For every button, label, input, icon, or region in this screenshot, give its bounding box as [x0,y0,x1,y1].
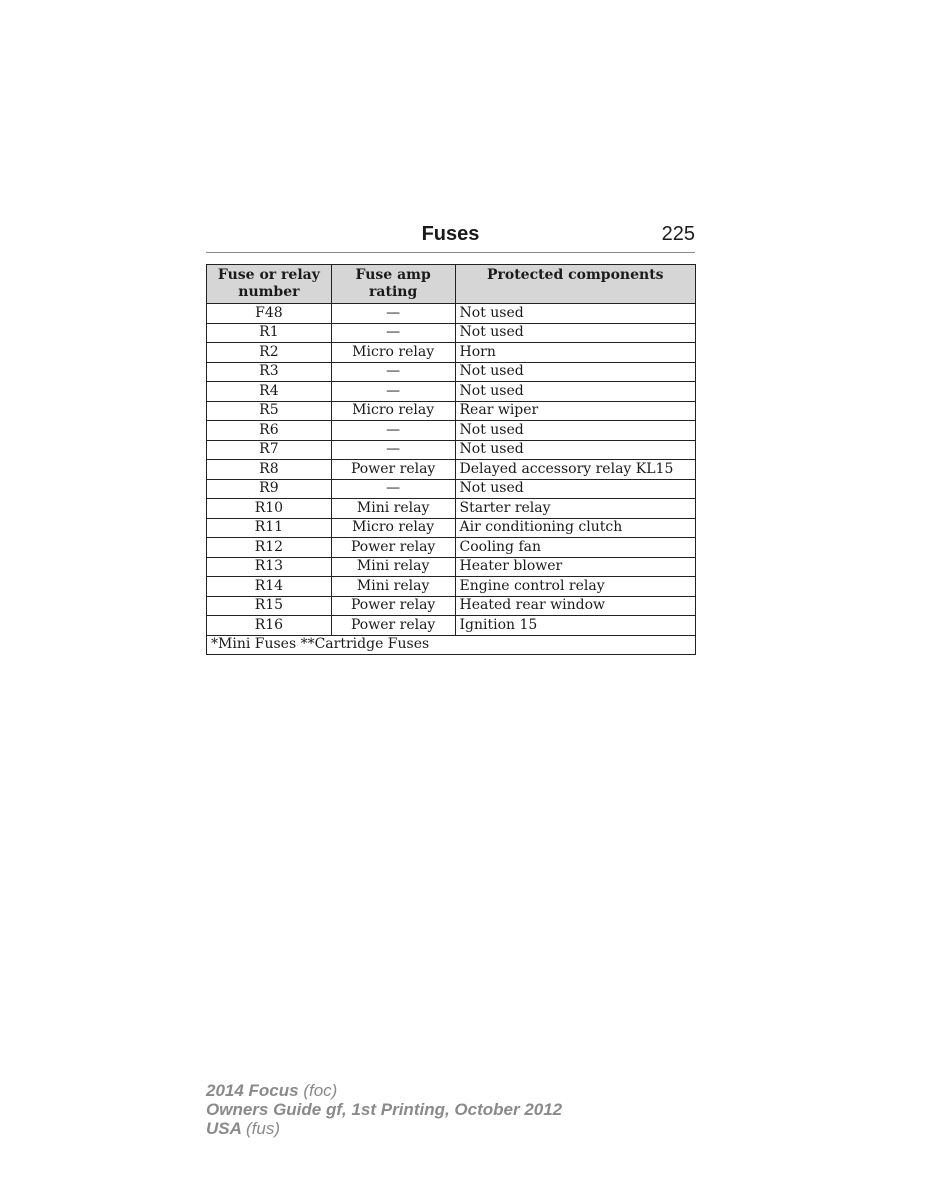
table-row [207,596,696,616]
protected-component-cell: Not used [455,304,695,324]
amp-rating-cell: — [331,362,455,382]
protected-component-cell: Starter relay [455,499,695,519]
table-footnote-row [207,635,696,655]
fuse-number-cell: R15 [207,596,332,616]
fuse-number-cell: F48 [207,304,332,324]
protected-component-cell: Cooling fan [455,538,695,558]
fuse-number-cell: R16 [207,616,332,636]
fuse-number-cell: R10 [207,499,332,519]
amp-rating-cell: — [331,323,455,343]
protected-component-cell: Not used [455,479,695,499]
table-row [207,323,696,343]
table-row [207,538,696,558]
protected-component-cell: Heater blower [455,557,695,577]
fuse-number-cell: R12 [207,538,332,558]
amp-rating-cell: Mini relay [331,577,455,597]
amp-rating-cell: — [331,421,455,441]
protected-component-cell: Engine control relay [455,577,695,597]
protected-component-cell: Heated rear window [455,596,695,616]
table-row [207,401,696,421]
protected-component-cell: Horn [455,343,695,363]
amp-rating-cell: Power relay [331,460,455,480]
amp-rating-cell: Power relay [331,538,455,558]
fuse-table [206,264,696,655]
table-row [207,362,696,382]
column-header-amp-rating: Fuse amp rating [331,265,455,304]
fuse-number-cell: R6 [207,421,332,441]
footer-market: USA [206,1119,242,1138]
table-row [207,616,696,636]
table-row [207,557,696,577]
amp-rating-cell: Mini relay [331,557,455,577]
table-header-row [207,265,696,304]
protected-component-cell: Ignition 15 [455,616,695,636]
protected-component-cell: Rear wiper [455,401,695,421]
footer-line-model [206,1081,562,1100]
fuse-number-cell: R2 [207,343,332,363]
fuse-number-cell: R13 [207,557,332,577]
protected-component-cell: Not used [455,382,695,402]
protected-component-cell: Not used [455,440,695,460]
table-row [207,382,696,402]
page-header [206,222,695,253]
amp-rating-cell: — [331,440,455,460]
table-row [207,460,696,480]
table-row [207,479,696,499]
amp-rating-cell: Micro relay [331,343,455,363]
amp-rating-cell: Power relay [331,616,455,636]
protected-component-cell: Not used [455,323,695,343]
amp-rating-cell: Power relay [331,596,455,616]
table-row [207,577,696,597]
amp-rating-cell: — [331,304,455,324]
fuse-number-cell: R11 [207,518,332,538]
table-row [207,518,696,538]
table-row [207,499,696,519]
protected-component-cell: Not used [455,421,695,441]
fuse-number-cell: R8 [207,460,332,480]
table-row [207,304,696,324]
table-row [207,440,696,460]
protected-component-cell: Air conditioning clutch [455,518,695,538]
footer-line-market [206,1119,562,1138]
fuse-number-cell: R1 [207,323,332,343]
amp-rating-cell: Micro relay [331,518,455,538]
footer-market-code: (fus) [246,1119,280,1138]
protected-component-cell: Delayed accessory relay KL15 [455,460,695,480]
page-footer [206,1081,562,1138]
page-number: 225 [661,223,695,245]
table-row [207,343,696,363]
amp-rating-cell: Micro relay [331,401,455,421]
fuse-number-cell: R7 [207,440,332,460]
amp-rating-cell: Mini relay [331,499,455,519]
footer-model-code: (foc) [303,1081,338,1100]
fuse-number-cell: R9 [207,479,332,499]
fuse-number-cell: R3 [207,362,332,382]
fuse-number-cell: R5 [207,401,332,421]
amp-rating-cell: — [331,479,455,499]
fuse-number-cell: R14 [207,577,332,597]
protected-component-cell: Not used [455,362,695,382]
footer-line-printing: Owners Guide gf, 1st Printing, October 2012 [206,1100,563,1119]
amp-rating-cell: — [331,382,455,402]
section-title: Fuses [421,223,480,245]
table-row [207,421,696,441]
column-header-protected-components: Protected components [455,265,695,304]
column-header-fuse-number: Fuse or relay number [207,265,332,304]
footer-model: 2014 Focus [206,1081,299,1100]
fuse-number-cell: R4 [207,382,332,402]
table-footnote: *Mini Fuses **Cartridge Fuses [207,635,696,655]
